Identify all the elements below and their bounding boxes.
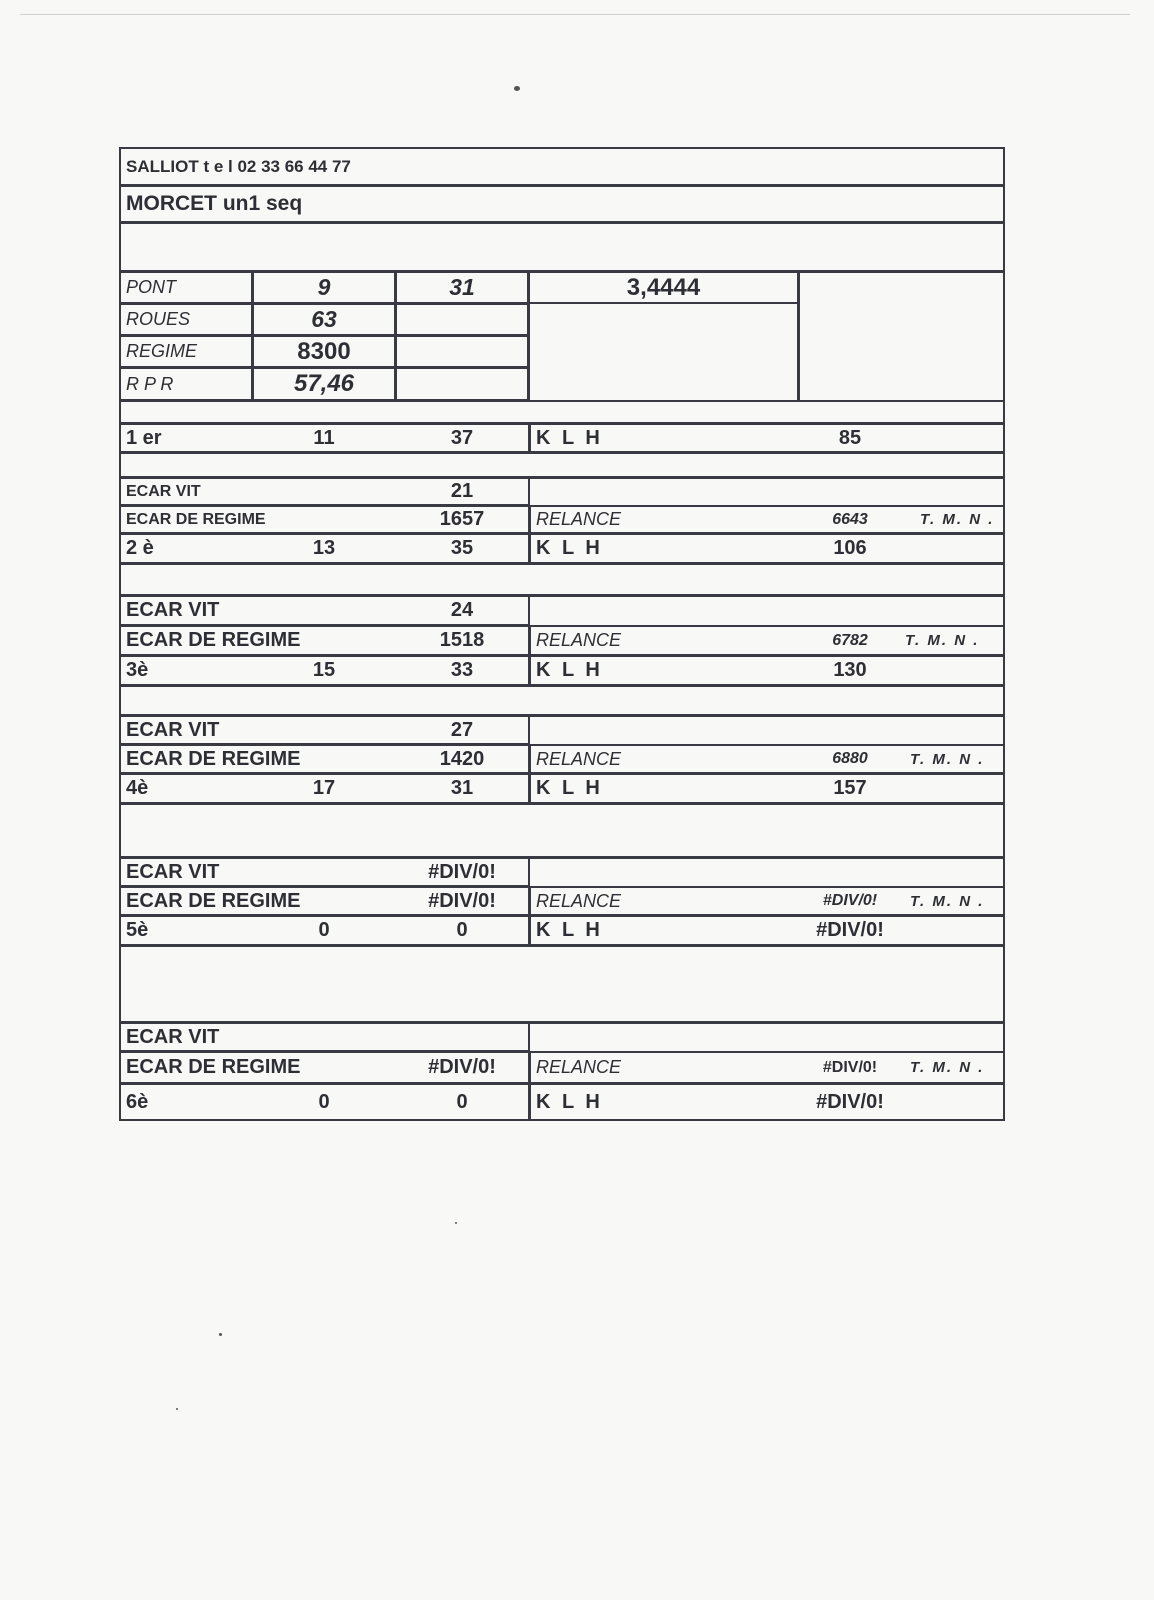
- gear-3-ecar-vit-label: ECAR VIT: [119, 595, 530, 626]
- gear-6-relance-label: RELANCE: [529, 1051, 1005, 1084]
- rpr-empty: [395, 367, 529, 401]
- gear-2-ecar-regime-value: 1657: [439, 508, 485, 530]
- gear-5-ecar-regime-label: ECAR DE REGIME: [119, 886, 530, 916]
- gear-6-a: 0: [318, 1090, 330, 1113]
- contact-line: SALLIOT t e l 02 33 66 44 77: [119, 147, 1005, 186]
- gear-5-name: 5è: [119, 915, 530, 946]
- gear-3-a: 15: [312, 659, 336, 681]
- gear-2-ecar-regime-label: ECAR DE REGIME: [119, 505, 530, 534]
- spacer-row: [119, 563, 1005, 596]
- spacer-row: [119, 400, 1005, 424]
- gear-4-ecar-vit-value: 27: [450, 718, 474, 741]
- gear-6-ecar-vit-value: [395, 1022, 529, 1052]
- gear-5-b: 0: [456, 919, 468, 941]
- gear-1-klh-label: K L H: [529, 423, 1005, 453]
- regime-empty: [395, 335, 529, 368]
- pont-ratio: 3,4444: [528, 271, 799, 304]
- gear-6-ecar-regime-value: #DIV/0!: [428, 1056, 496, 1078]
- gear-2-tmn: T. M. N .: [920, 511, 995, 528]
- spacer-row: [119, 685, 1005, 716]
- params-mid-frame: [528, 303, 799, 401]
- gear-2-b: 35: [450, 537, 474, 559]
- gear-3-ecar-regime-value: 1518: [439, 629, 485, 651]
- gear-6-tmn: T. M. N .: [910, 1059, 985, 1076]
- gear-2-ecar-vit-label: ECAR VIT: [119, 477, 530, 506]
- gear-3-relance-value: 6782: [832, 631, 868, 649]
- gear-2-ecar-vit-value: 21: [450, 480, 474, 502]
- spacer-row: [119, 803, 1005, 858]
- gear-5-side-frame: [529, 857, 1005, 887]
- gear-5-relance-value: #DIV/0!: [822, 892, 878, 909]
- gear-3-tmn: T. M. N .: [905, 632, 980, 649]
- gear-6-klh-label: K L H: [529, 1083, 1005, 1121]
- gear-4-side-frame: [529, 715, 1005, 745]
- params-side-frame: [798, 271, 1005, 401]
- gear-4-tmn: T. M. N .: [910, 750, 985, 768]
- gear-3-side-frame: [529, 595, 1005, 626]
- scan-speck: [455, 1222, 457, 1224]
- spacer-row: [119, 945, 1005, 1023]
- gear-3-b: 33: [450, 659, 474, 681]
- gear-1-b: 37: [450, 426, 474, 449]
- gear-5-klh-label: K L H: [529, 915, 1005, 946]
- gear-4-relance-label: RELANCE: [529, 744, 1005, 774]
- rpr-value: 57,46: [252, 367, 396, 401]
- roues-empty: [395, 303, 529, 336]
- gear-6-klh-value: #DIV/0!: [816, 1090, 884, 1113]
- gear-3-klh-value: 130: [833, 659, 867, 681]
- gear-5-ecar-regime-value: #DIV/0!: [428, 889, 496, 912]
- gear-3-name: 3è: [119, 655, 530, 686]
- gear-4-a: 17: [312, 777, 336, 799]
- gear-6-b: 0: [456, 1090, 468, 1113]
- gear-2-relance-label: RELANCE: [529, 505, 1005, 534]
- gear-4-relance-value: 6880: [832, 750, 868, 767]
- pont-value-b: 31: [395, 271, 529, 304]
- gear-6-ecar-regime-label: ECAR DE REGIME: [119, 1051, 530, 1084]
- gear-5-klh-value: #DIV/0!: [816, 919, 884, 941]
- gear-2-a: 13: [312, 537, 336, 559]
- gear-4-ecar-regime-value: 1420: [439, 747, 485, 770]
- gear-4-name: 4è: [119, 773, 530, 804]
- gear-3-klh-label: K L H: [529, 655, 1005, 686]
- scan-speck: [219, 1333, 222, 1336]
- spacer-row: [119, 452, 1005, 478]
- gear-6-name: 6è: [119, 1083, 530, 1121]
- gear-5-a: 0: [318, 919, 330, 941]
- blank-row: [119, 222, 1005, 272]
- gear-2-klh-value: 106: [833, 537, 867, 559]
- gear-4-b: 31: [450, 777, 474, 799]
- gear-5-tmn: T. M. N .: [910, 892, 985, 910]
- gear-4-klh-value: 157: [833, 777, 867, 799]
- gear-5-relance-label: RELANCE: [529, 886, 1005, 916]
- gear-2-side-frame: [529, 477, 1005, 506]
- document-title: MORCET un1 seq: [119, 185, 1005, 223]
- scan-speck: [176, 1408, 178, 1410]
- gear-3-relance-label: RELANCE: [529, 625, 1005, 656]
- scan-edge-line: [20, 14, 1130, 15]
- regime-value: 8300: [252, 335, 396, 368]
- regime-label: REGIME: [119, 335, 253, 368]
- gear-3-ecar-vit-value: 24: [450, 599, 474, 621]
- gear-3-ecar-regime-label: ECAR DE REGIME: [119, 625, 530, 656]
- gear-2-name: 2 è: [119, 533, 530, 564]
- roues-label: ROUES: [119, 303, 253, 336]
- gear-2-relance-value: 6643: [832, 510, 868, 528]
- pont-value-a: 9: [252, 271, 396, 304]
- gear-6-relance-value: #DIV/0!: [822, 1058, 878, 1076]
- gear-6-ecar-vit-label: ECAR VIT: [119, 1022, 530, 1052]
- roues-value: 63: [252, 303, 396, 336]
- gear-5-ecar-vit-label: ECAR VIT: [119, 857, 530, 887]
- gear-1-klh-value: 85: [838, 426, 862, 449]
- gear-1-a: 11: [313, 426, 335, 449]
- gear-6-side-frame: [529, 1022, 1005, 1052]
- gear-2-klh-label: K L H: [529, 533, 1005, 564]
- gear-4-ecar-vit-label: ECAR VIT: [119, 715, 530, 745]
- pont-label: PONT: [119, 271, 253, 304]
- gear-4-ecar-regime-label: ECAR DE REGIME: [119, 744, 530, 774]
- gear-4-klh-label: K L H: [529, 773, 1005, 804]
- gear-1-name: 1 er: [119, 423, 530, 453]
- rpr-label: R P R: [119, 367, 253, 401]
- scan-speck: [514, 86, 520, 91]
- gear-5-ecar-vit-value: #DIV/0!: [428, 860, 496, 883]
